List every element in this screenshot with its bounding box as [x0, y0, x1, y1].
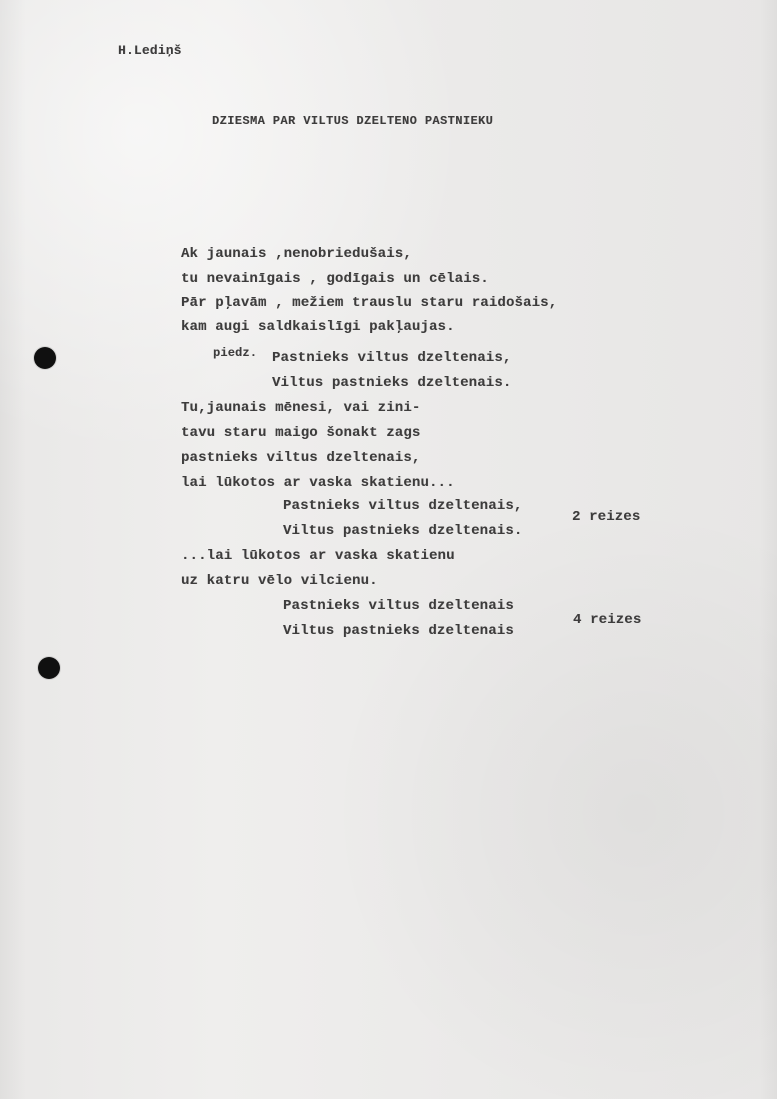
paper-left-shadow [0, 0, 26, 1099]
refrain-line-2: Viltus pastnieks dzeltenais. [272, 375, 512, 391]
refrain-line-4: Viltus pastnieks dzeltenais. [283, 523, 523, 539]
punch-hole-top [34, 347, 56, 369]
poem-line-5: Tu,jaunais mēnesi, vai zini- [181, 400, 421, 416]
refrain-line-5: Pastnieks viltus dzeltenais [283, 598, 514, 614]
refrain-line-1: Pastnieks viltus dzeltenais, [272, 350, 512, 366]
poem-line-8: lai lūkotos ar vaska skatienu... [181, 475, 455, 491]
poem-line-6: tavu staru maigo šonakt zags [181, 425, 421, 441]
poem-title: DZIESMA PAR VILTUS DZELTENO PASTNIEKU [212, 114, 494, 128]
poem-line-10: uz katru vēlo vilcienu. [181, 573, 378, 589]
refrain-marker: piedz. [213, 346, 258, 360]
poem-line-2: tu nevainīgais , godīgais un cēlais. [181, 271, 489, 287]
author-name: H.Lediņš [118, 43, 182, 58]
poem-line-9: ...lai lūkotos ar vaska skatienu [181, 548, 455, 564]
refrain-line-6: Viltus pastnieks dzeltenais [283, 623, 514, 639]
paper-right-shadow [759, 0, 777, 1099]
repeat-note-four-times: 4 reizes [573, 612, 642, 628]
poem-line-7: pastnieks viltus dzeltenais, [181, 450, 421, 466]
repeat-note-twice: 2 reizes [572, 509, 641, 525]
poem-line-3: Pār pļavām , mežiem trauslu staru raidošais, [181, 295, 558, 311]
refrain-line-3: Pastnieks viltus dzeltenais, [283, 498, 523, 514]
poem-line-1: Ak jaunais ,nenobriedušais, [181, 246, 412, 262]
poem-line-4: kam augi saldkaislīgi pakļaujas. [181, 319, 455, 335]
punch-hole-bottom [38, 657, 60, 679]
